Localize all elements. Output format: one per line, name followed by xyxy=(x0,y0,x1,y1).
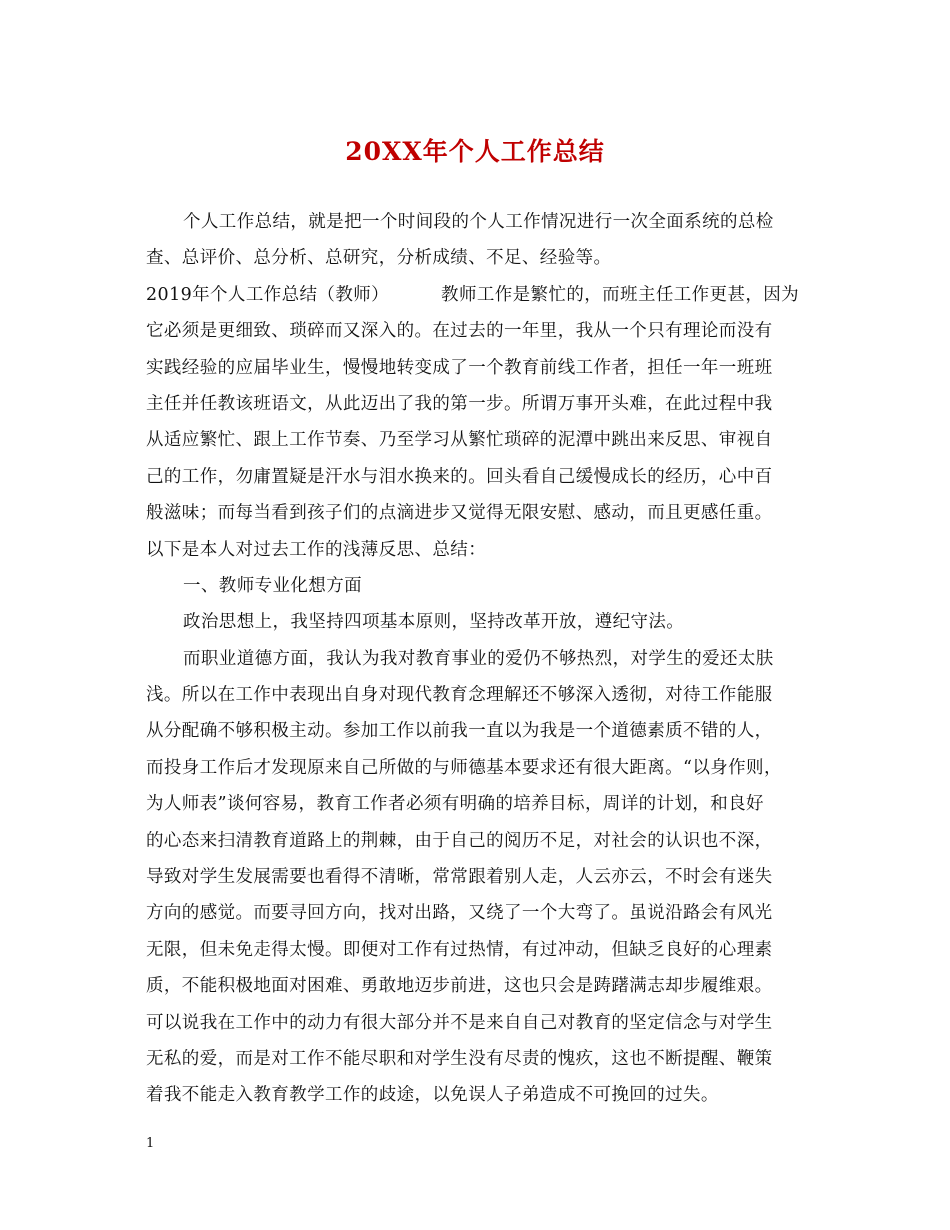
document-body xyxy=(146,204,816,1114)
text-line: 无私的爱，而是对工作不能尽职和对学生没有尽责的愧疚，这也不断提醒、鞭策 xyxy=(146,1048,773,1069)
text-line: 而职业道德方面，我认为我对教育事业的爱仍不够热烈，对学生的爱还太肤 xyxy=(183,648,774,669)
text-line: 从适应繁忙、跟上工作节奏、乃至学习从繁忙琐碎的泥潭中跳出来反思、审视自 xyxy=(146,430,773,451)
text-line: 以下是本人对过去工作的浅薄反思、总结： xyxy=(146,539,487,560)
text-line: 着我不能走入教育教学工作的歧途，以免误人子弟造成不可挽回的过失。 xyxy=(146,1085,719,1106)
text-line: 般滋味；而每当看到孩子们的点滴进步又觉得无限安慰、感动，而且更感任重。 xyxy=(146,503,773,524)
text-line: 可以说我在工作中的动力有很大部分并不是来自自己对教育的坚定信念与对学生 xyxy=(146,1012,773,1033)
section-heading: 一、教师专业化想方面 xyxy=(183,575,362,596)
text-line: 质，不能积极地面对困难、勇敢地迈步前进，这也只会是踌躇满志却步履维艰。 xyxy=(146,976,773,997)
text-line: 从分配确不够积极主动。参加工作以前我一直以为我是一个道德素质不错的人， xyxy=(146,721,773,742)
text-line: 主任并任教该班语文，从此迈出了我的第一步。所谓万事开头难，在此过程中我 xyxy=(146,393,773,414)
text-line: 的心态来扫清教育道路上的荆棘，由于自己的阅历不足，对社会的认识也不深， xyxy=(146,830,773,851)
text-line: 无限，但未免走得太慢。即便对工作有过热情，有过冲动，但缺乏良好的心理素 xyxy=(146,939,773,960)
text-line: 查、总评价、总分析、总研究，分析成绩、不足、经验等。 xyxy=(146,248,612,269)
text-line: 实践经验的应届毕业生，慢慢地转变成了一个教育前线工作者，担任一年一班班 xyxy=(146,357,773,378)
text-line: 为人师表”谈何容易，教育工作者必须有明确的培养目标，周详的计划，和良好 xyxy=(146,794,764,815)
page-number: 1 xyxy=(146,1136,155,1151)
section-heading-teacher: 2019年个人工作总结（教师） xyxy=(146,284,390,305)
text-line: 方向的感觉。而要寻回方向，找对出路，又绕了一个大弯了。虽说沿路会有风光 xyxy=(146,903,773,924)
text-line xyxy=(146,277,816,313)
text-line-segment: 教师工作是繁忙的，而班主任工作更甚，因为 xyxy=(441,284,800,305)
text-line: 浅。所以在工作中表现出自身对现代教育念理解还不够深入透彻，对待工作能服 xyxy=(146,685,773,706)
document-title: 20XX年个人工作总结 xyxy=(345,137,605,166)
text-line: 个人工作总结，就是把一个时间段的个人工作情况进行一次全面系统的总检 xyxy=(183,212,774,232)
text-line: 己的工作，勿庸置疑是汗水与泪水换来的。回头看自己缓慢成长的经历，心中百 xyxy=(146,466,773,487)
text-line: 导致对学生发展需要也看得不清晰，常常跟着别人走，人云亦云，不时会有迷失 xyxy=(146,867,773,888)
text-line: 政治思想上，我坚持四项基本原则，坚持改革开放，遵纪守法。 xyxy=(183,612,685,633)
text-line: 它必须是更细致、琐碎而又深入的。在过去的一年里，我从一个只有理论而没有 xyxy=(146,321,773,342)
text-line: 而投身工作后才发现原来自己所做的与师德基本要求还有很大距离。“以身作则， xyxy=(146,757,782,778)
